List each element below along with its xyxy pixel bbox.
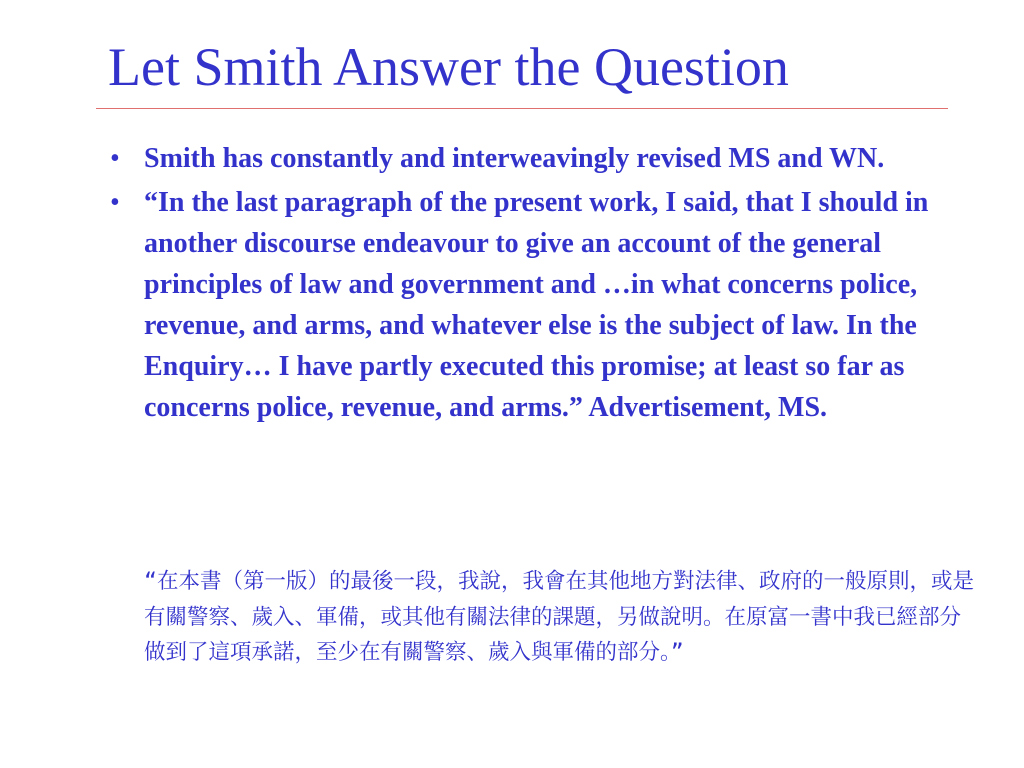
bullet-marker: • xyxy=(110,143,120,174)
title-divider xyxy=(96,108,948,109)
slide-title: Let Smith Answer the Question xyxy=(108,37,789,97)
bullet-item xyxy=(110,182,966,428)
chinese-translation: “在本書（第一版）的最後一段，我說，我會在其他地方對法律、政府的一般原則，或是有關警察、歲入、軍備，或其他有關法律的課題，另做說明。在原富一書中我已經部分做到了這項承諾，至少在有關警察、歲入與軍備的部分。” xyxy=(144,569,974,665)
bullet-text: Smith has constantly and interweavingly revised MS and WN. xyxy=(144,143,885,174)
bullet-marker: • xyxy=(110,187,120,218)
bullet-list xyxy=(110,138,966,431)
bullet-item xyxy=(110,138,966,179)
bullet-text: “In the last paragraph of the present work, I said, that I should in another discourse endeavour to give an account of the general principles of law and government and …in what concerns police, revenue, and arms, and whatever else is the subject of law. In the Enquiry… I have partly executed this promise; at least so far as concerns police, revenue, and arms.” Advertisement, MS. xyxy=(144,187,929,423)
